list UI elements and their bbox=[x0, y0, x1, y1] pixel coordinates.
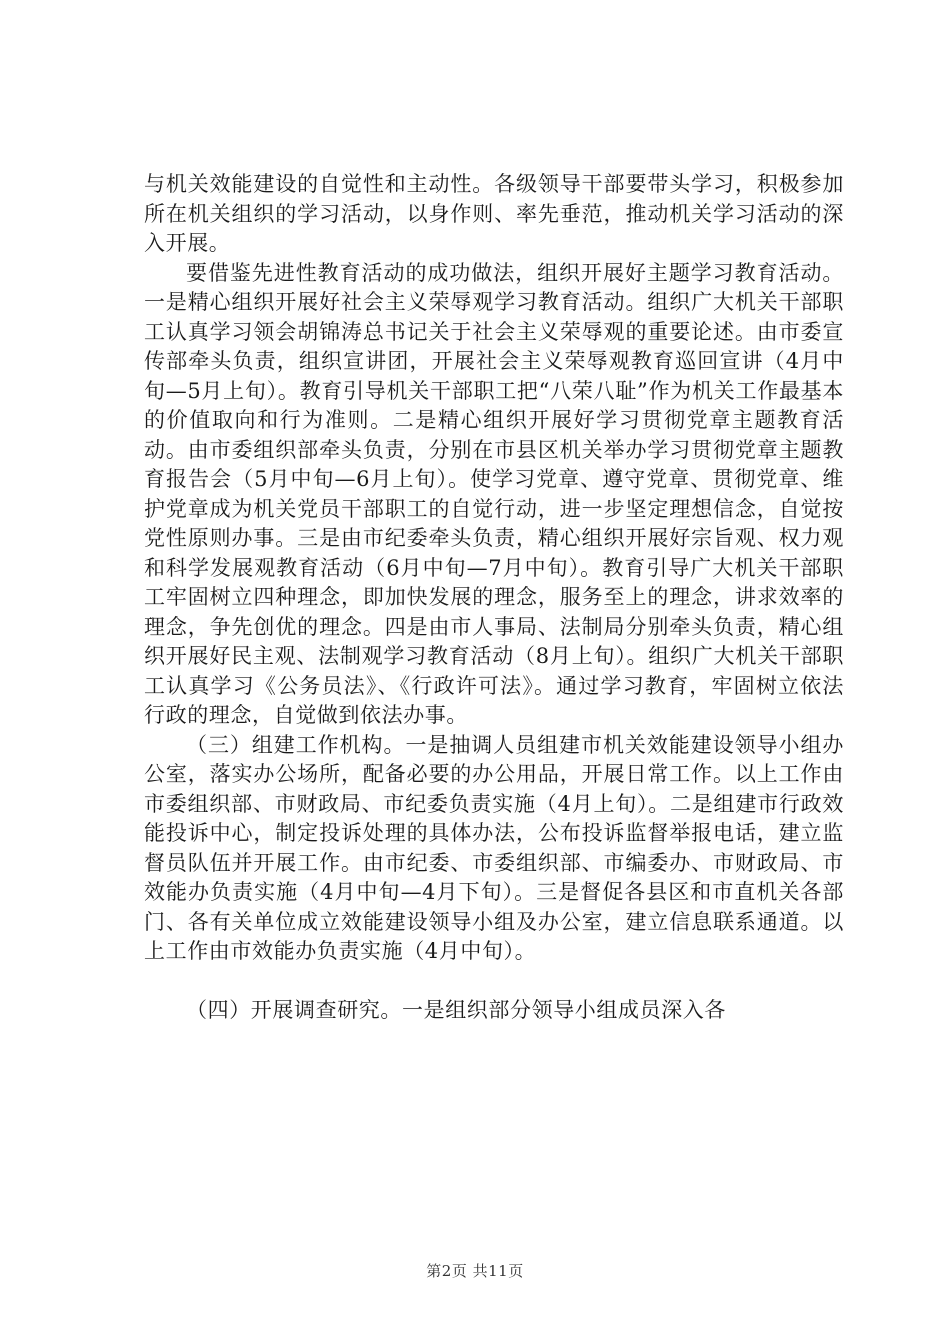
page-number-footer: 第2页 共11页 bbox=[426, 1262, 524, 1280]
paragraph-theme-education: 要借鉴先进性教育活动的成功做法，组织开展好主题学习教育活动。一是精心组织开展好社会主义荣辱观学习教育活动。组织广大机关干部职工认真学习领会胡锦涛总书记关于社会主义荣辱观的重要论述。由市委宣传部牵头负责，组织宣讲团，开展社会主义荣辱观教育巡回宣讲（4月中旬—5月上旬）。教育引导机关干部职工把“八荣八耻”作为机关工作最基本的价值取向和行为准则。二是精心组织开展好学习贯彻党章主题教育活动。由市委组织部牵头负责，分别在市县区机关举办学习贯彻党章主题教育报告会（5月中旬—6月上旬）。使学习党章、遵守党章、贯彻党章、维护党章成为机关党员干部职工的自觉行动，进一步坚定理想信念，自觉按党性原则办事。三是由市纪委牵头负责，精心组织开展好宗旨观、权力观和科学发展观教育活动（6月中旬—7月中旬）。教育引导广大机关干部职工牢固树立四种理念，即加快发展的理念，服务至上的理念，讲求效率的理念，争先创优的理念。四是由市人事局、法制局分别牵头负责，精心组织开展好民主观、法制观学习教育活动（8月上旬）。组织广大机关干部职工认真学习《公务员法》、《行政许可法》。通过学习教育，牢固树立依法行政的理念，自觉做到依法办事。 bbox=[144, 260, 844, 727]
paragraph-work-organization: （三）组建工作机构。一是抽调人员组建市机关效能建设领导小组办公室，落实办公场所，配备必要的办公用品，开展日常工作。以上工作由市委组织部、市财政局、市纪委负责实施（4月上旬）。二是组建市行政效能投诉中心，制定投诉处理的具体办法，公布投诉监督举报电话，建立监督员队伍并开展工作。由市纪委、市委组织部、市编委办、市财政局、市效能办负责实施（4月中旬—4月下旬）。三是督促各县区和市直机关各部门、各有关单位成立效能建设领导小组及办公室，建立信息联系通道。以上工作由市效能办负责实施（4月中旬）。 bbox=[144, 732, 844, 963]
document-body bbox=[144, 170, 844, 1025]
paragraph-research: （四）开展调查研究。一是组织部分领导小组成员深入各 bbox=[186, 997, 726, 1022]
paragraph-continuation: 与机关效能建设的自觉性和主动性。各级领导干部要带头学习，积极参加所在机关组织的学习活动，以身作则、率先垂范，推动机关学习活动的深入开展。 bbox=[144, 172, 844, 255]
